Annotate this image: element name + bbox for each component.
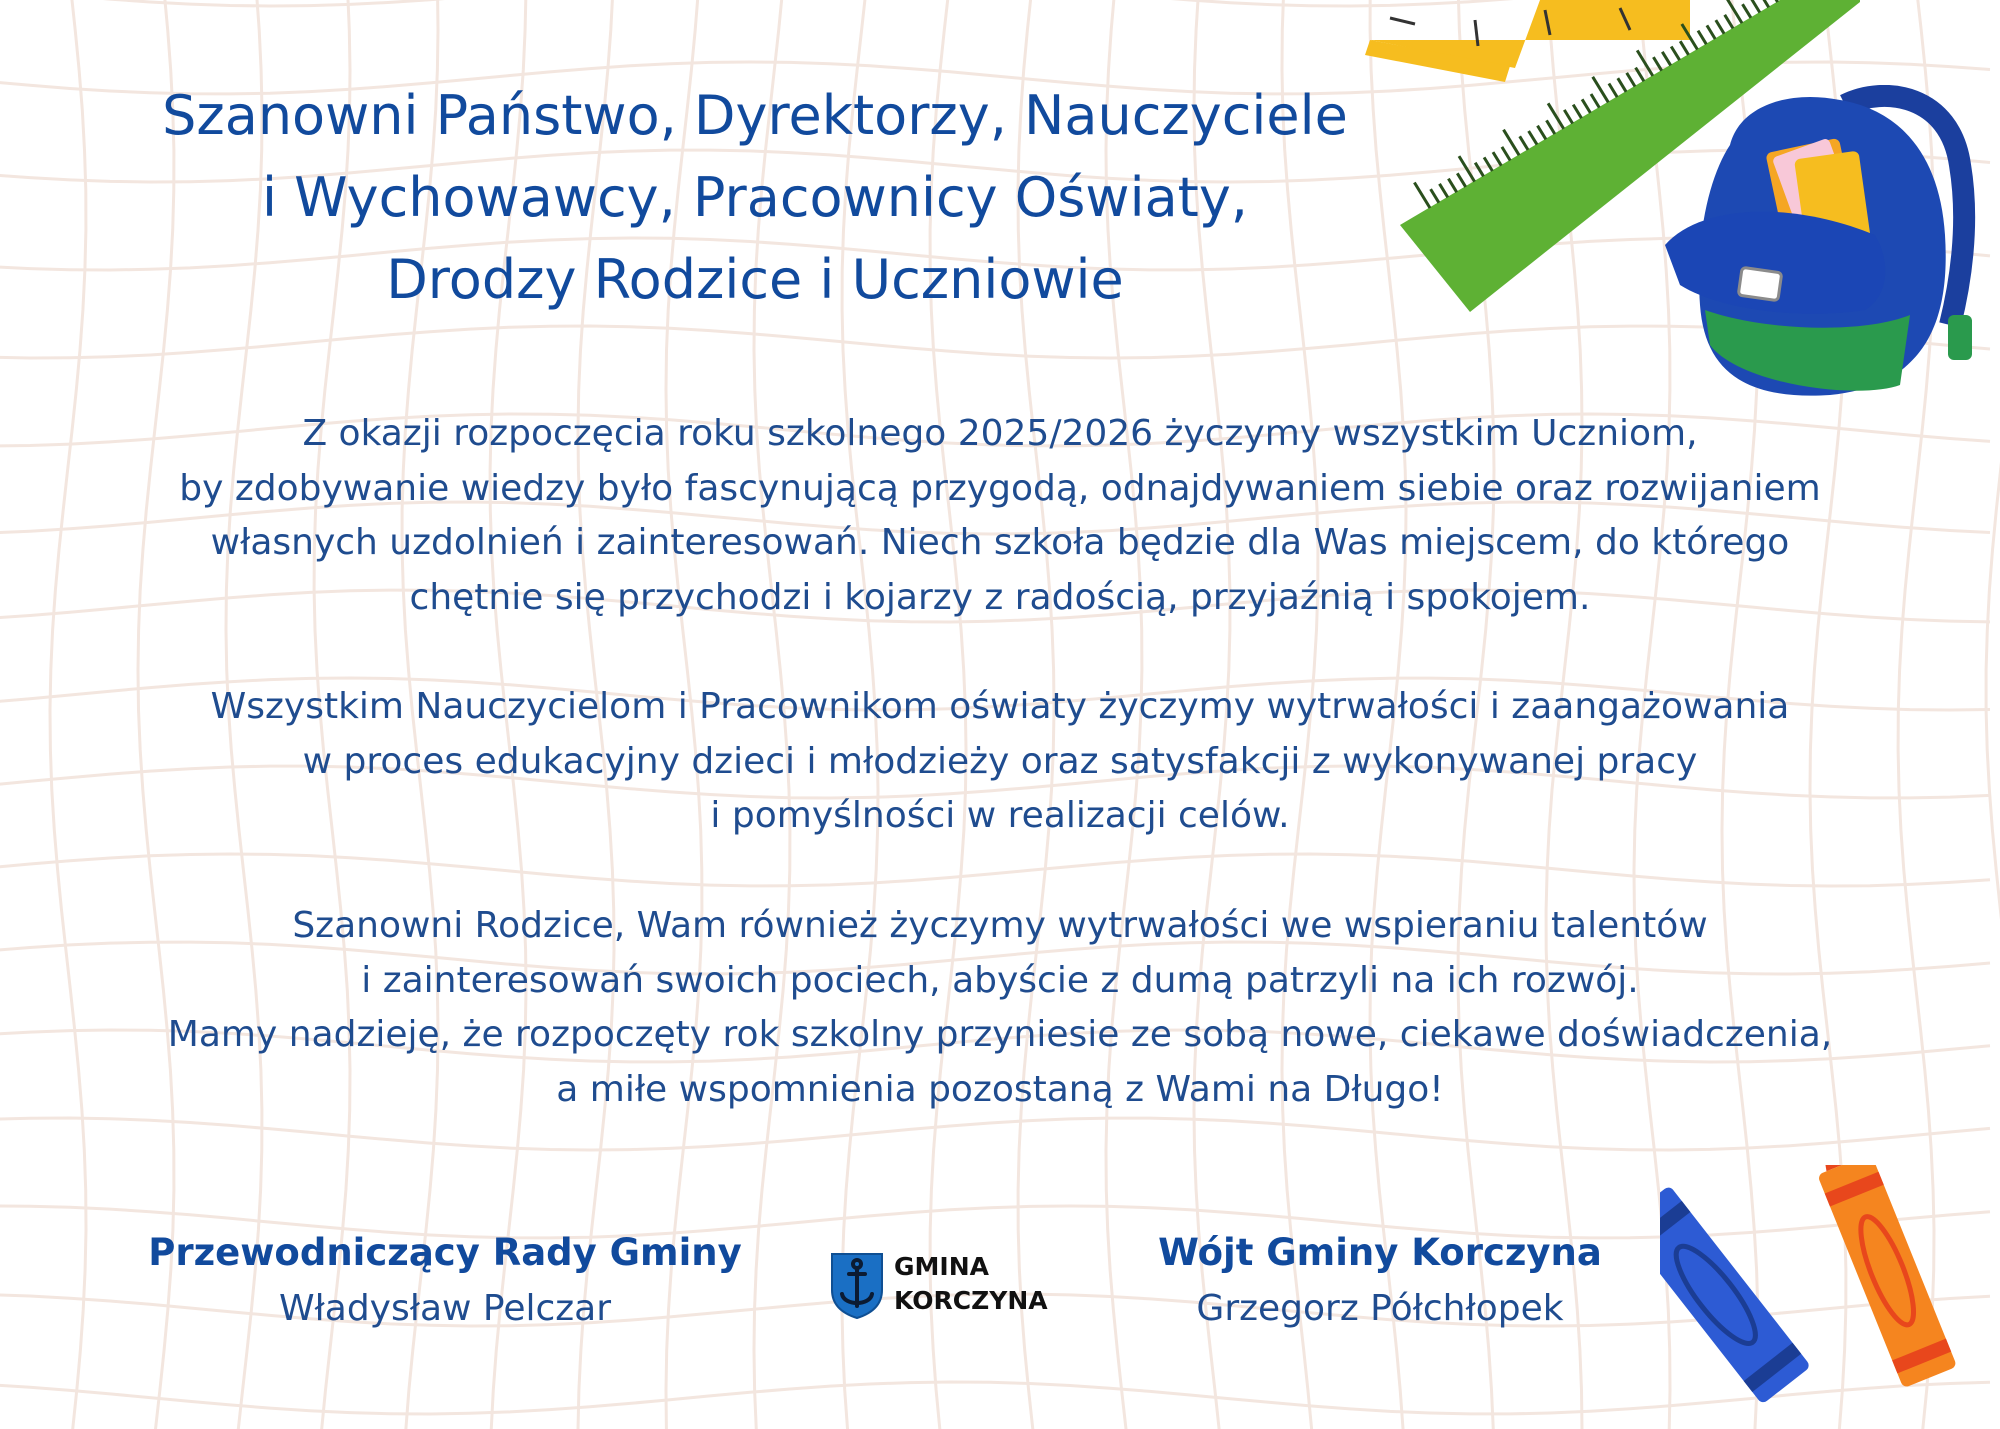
ruler-tick — [1502, 147, 1510, 161]
ruler-tick — [1538, 126, 1546, 140]
ruler-tick — [1520, 136, 1528, 150]
logo-line-1: GMINA — [894, 1252, 989, 1281]
paragraph-line: Z okazji rozpoczęcia roku szkolnego 2025/2026 życzymy wszystkim Uczniom, — [302, 413, 1698, 454]
crayons-icon — [1660, 1165, 1980, 1429]
grid-line — [0, 854, 1990, 886]
ruler-tick — [1760, 0, 1768, 7]
grid-line — [0, 1118, 1990, 1150]
headline-line-2: i Wychowawcy, Pracownicy Oświaty, — [262, 166, 1248, 229]
paragraph-line: by zdobywanie wiedzy było fascynującą przygodą, odnajdywaniem siebie oraz rozwijaniem — [179, 467, 1821, 509]
anchor-shield-icon — [830, 1252, 884, 1320]
ruler-tick — [1769, 0, 1777, 2]
ruler-tick — [1484, 157, 1492, 171]
greeting-paragraph-parents — [90, 899, 1910, 1117]
greeting-paragraph-students — [90, 407, 1910, 625]
ruler-tick — [1680, 41, 1688, 55]
ruler-tick — [1457, 173, 1465, 187]
ruler-tick — [1707, 25, 1715, 39]
signature-role: Wójt Gminy Korczyna — [1158, 1231, 1602, 1274]
ruler-tick — [1662, 52, 1670, 66]
signature-council-chairman — [140, 1225, 750, 1337]
paragraph-line: Szanowni Rodzice, Wam również życzymy wytrwałości we wspieraniu talentów — [292, 905, 1708, 946]
ruler-tick — [1475, 163, 1483, 177]
headline-line-1: Szanowni Państwo, Dyrektorzy, Nauczyciele — [162, 84, 1348, 147]
paragraph-line: a miłe wspomnienia pozostaną z Wami na Długo! — [556, 1068, 1444, 1110]
ruler-tick — [1564, 110, 1572, 124]
signature-name: Grzegorz Półchłopek — [1196, 1288, 1564, 1329]
ruler-tick — [1698, 31, 1706, 45]
gmina-korczyna-logo — [830, 1250, 1060, 1322]
paragraph-line: i pomyślności w realizacji celów. — [710, 795, 1290, 836]
signature-mayor — [1130, 1225, 1630, 1337]
ruler-tick — [1725, 15, 1733, 29]
headline — [60, 75, 1450, 321]
ruler-tick — [1582, 99, 1590, 113]
paragraph-line: własnych uzdolnień i zainteresowań. Niech szkoła będzie dla Was miejscem, do którego — [210, 522, 1790, 563]
ruler-tick — [1547, 120, 1555, 134]
ruler-tick — [1609, 84, 1617, 98]
ruler-tick — [1671, 47, 1679, 61]
greeting-paragraph-teachers — [90, 680, 1910, 844]
logo-line-2: KORCZYNA — [894, 1286, 1048, 1315]
ruler-tick — [1752, 0, 1760, 13]
ruler-tick — [1573, 105, 1581, 119]
paragraph-line: w proces edukacyjny dzieci i młodzieży oraz satysfakcji z wykonywanej pracy — [302, 740, 1698, 782]
grid-line — [1986, 0, 2000, 1429]
backpack-icon — [1660, 85, 1980, 405]
logo-text — [894, 1250, 1048, 1318]
paragraph-line: Mamy nadzieję, że rozpoczęty rok szkolny przyniesie ze sobą nowe, ciekawe doświadczenia, — [167, 1014, 1833, 1055]
ruler-tick — [1627, 73, 1635, 87]
ruler-tick — [1591, 94, 1599, 108]
paragraph-line: Wszystkim Nauczycielom i Pracownikom oświaty życzymy wytrwałości i zaangażowania — [210, 686, 1790, 727]
ruler-tick — [1618, 78, 1626, 92]
paragraph-line: chętnie się przychodzi i kojarzy z radością, przyjaźnią i spokojem. — [409, 576, 1591, 618]
ruler-tick — [1743, 4, 1751, 18]
ruler-tick — [1636, 68, 1644, 82]
headline-line-3: Drodzy Rodzice i Uczniowie — [386, 248, 1124, 311]
signature-role: Przewodniczący Rady Gminy — [148, 1231, 742, 1274]
paragraph-line: i zainteresowań swoich pociech, abyście z dumą patrzyli na ich rozwój. — [361, 959, 1639, 1001]
ruler-tick — [1653, 57, 1661, 71]
ruler-tick — [1716, 20, 1724, 34]
ruler-tick — [1529, 131, 1537, 145]
ruler-tick — [1493, 152, 1501, 166]
signature-name: Władysław Pelczar — [278, 1288, 612, 1329]
